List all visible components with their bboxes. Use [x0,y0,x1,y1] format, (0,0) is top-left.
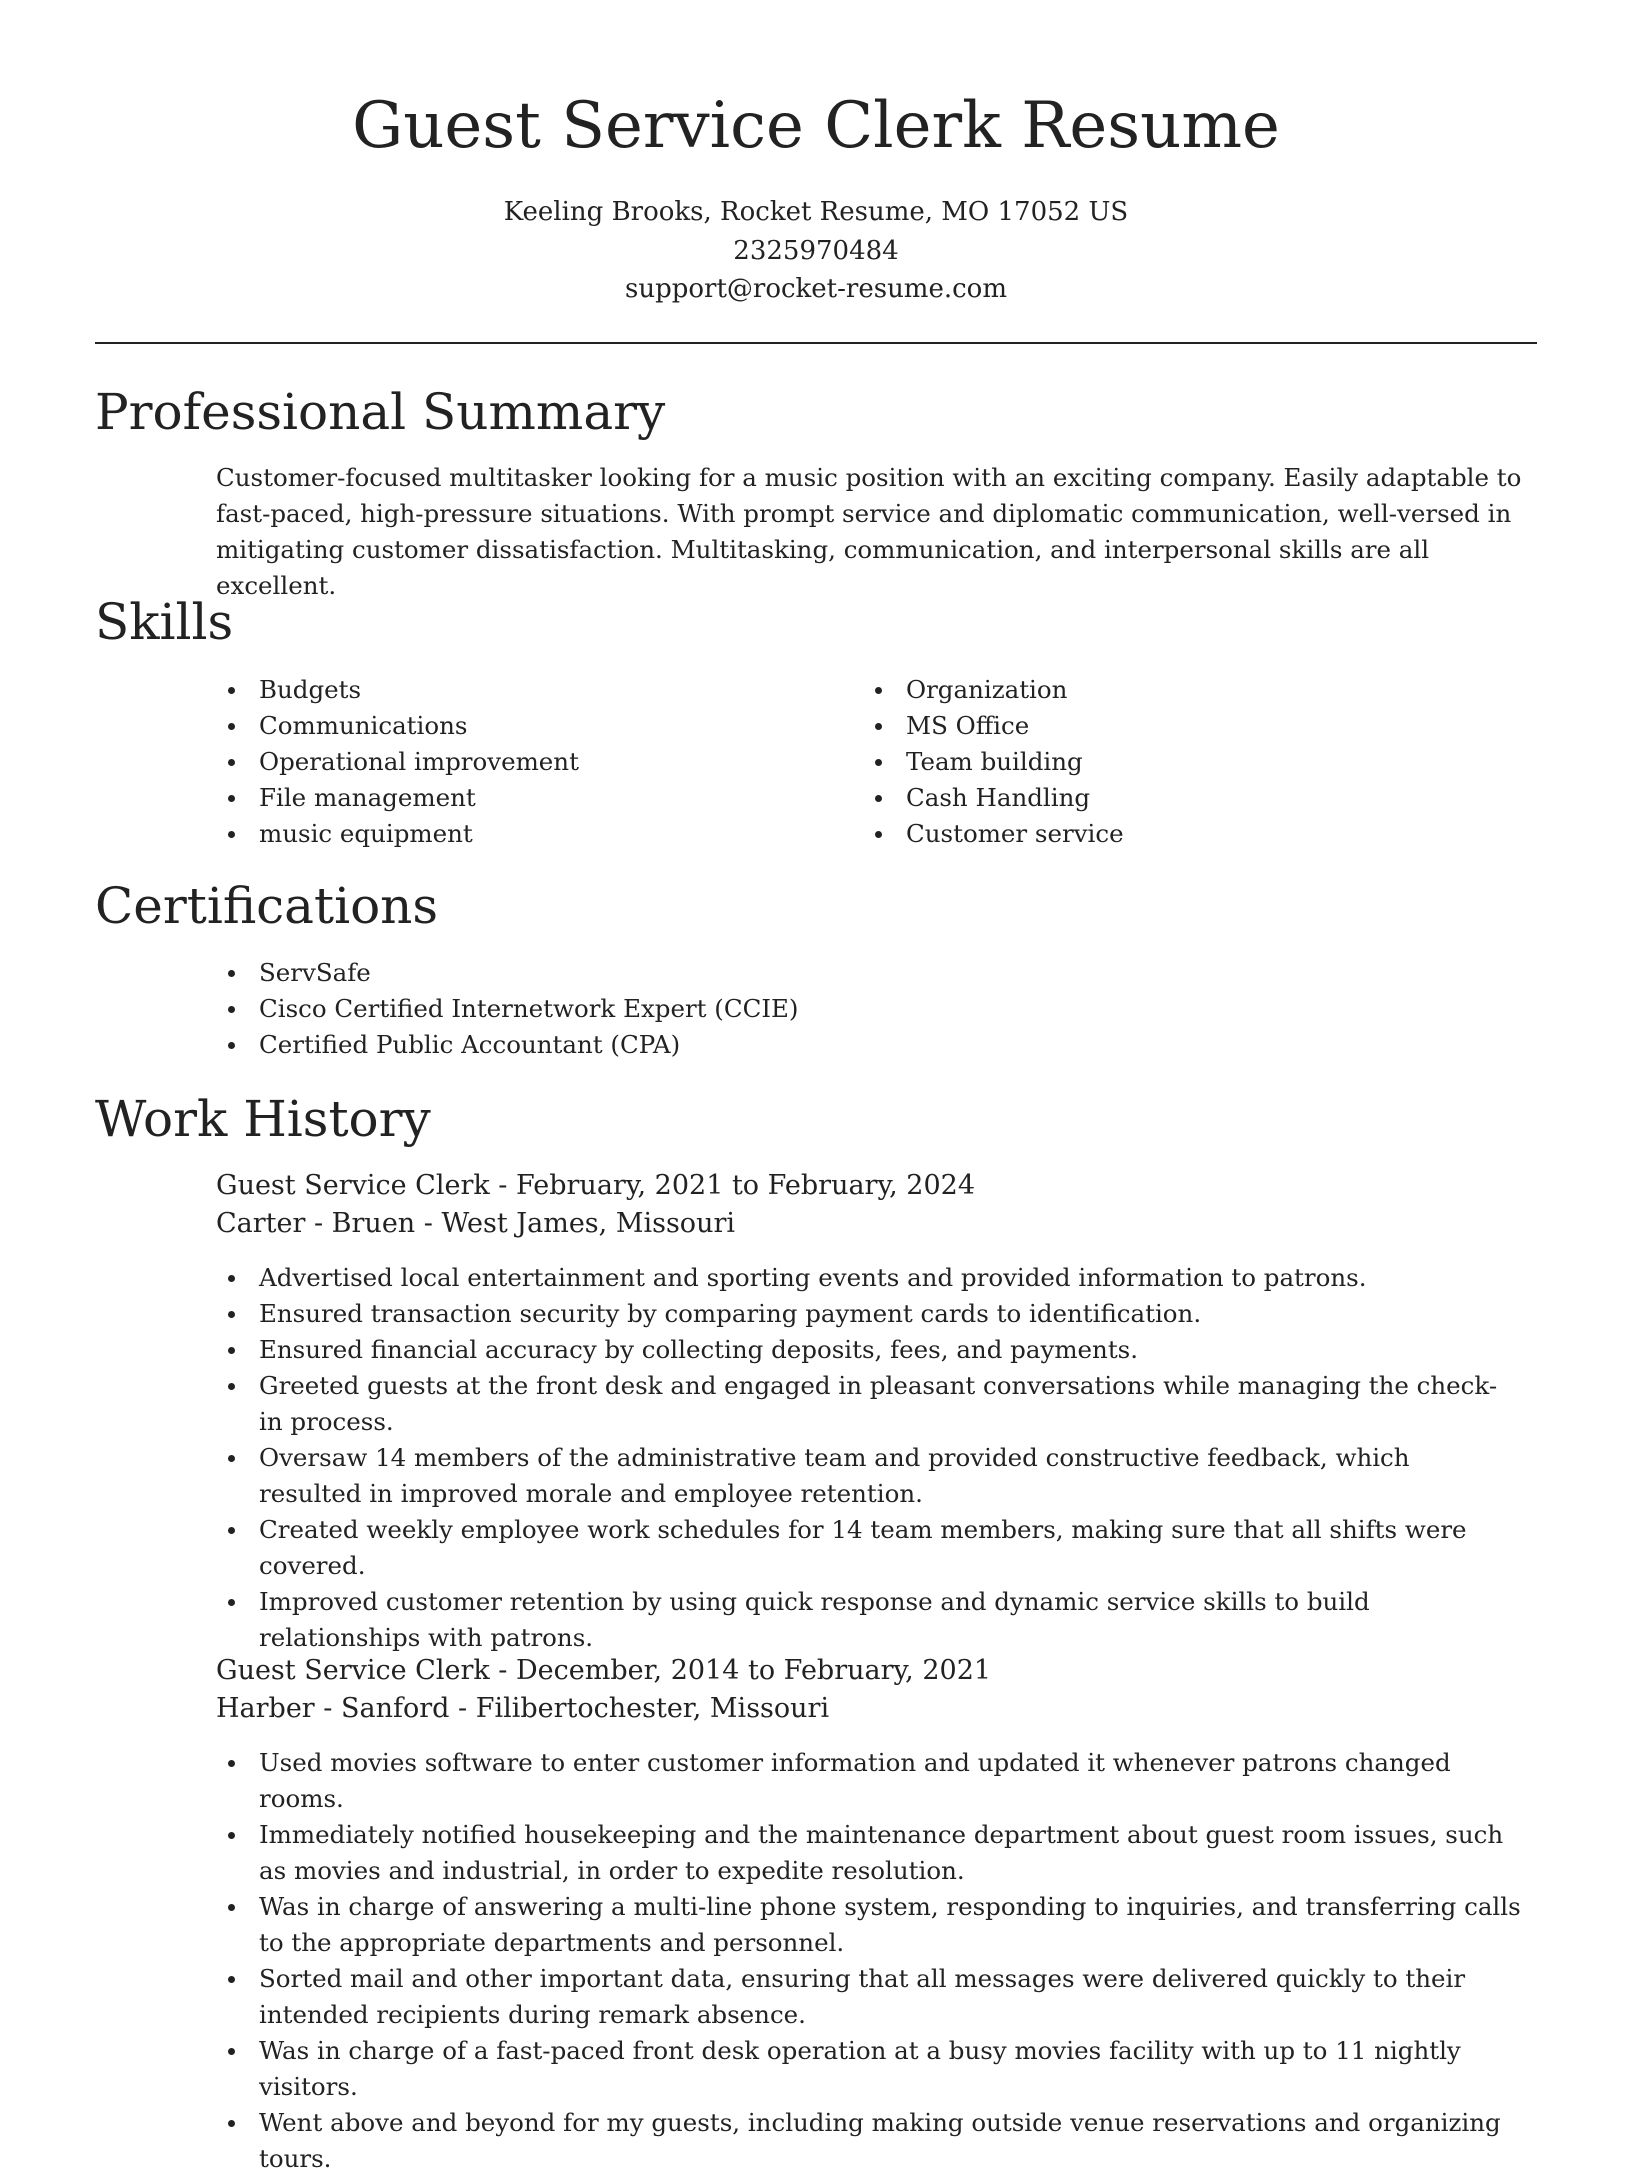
skill-item: Customer service [862,816,1422,852]
certification-item: Cisco Certified Internetwork Expert (CCIE) [215,991,1315,1027]
job-title-line: Guest Service Clerk - December, 2014 to February, 2021 [216,1655,992,1686]
job-duty-item: Was in charge of answering a multi-line phone system, responding to inquiries, and transferring calls to the appropriate departments and personnel. [215,1889,1530,1961]
summary-heading: Professional Summary [95,383,666,441]
contact-email: support@rocket-resume.com [624,274,1007,304]
certifications-heading: Certifications [95,877,439,935]
job-duty-item: Oversaw 14 members of the administrative team and provided constructive feedback, which resulted in improved morale and employee retention. [215,1440,1515,1512]
header-divider [95,342,1537,344]
work-history-heading: Work History [95,1090,431,1148]
skills-list-right [862,672,1422,852]
job-duties-list [215,1745,1530,2177]
certification-item: Certified Public Accountant (CPA) [215,1027,1315,1063]
job-duty-item: Improved customer retention by using quick response and dynamic service skills to build relationships with patrons. [215,1584,1515,1656]
job-title-line: Guest Service Clerk - February, 2021 to February, 2024 [216,1170,976,1201]
job-duty-item: Created weekly employee work schedules for 14 team members, making sure that all shifts were covered. [215,1512,1515,1584]
skill-item: File management [215,780,775,816]
job-duty-item: Advertised local entertainment and sporting events and provided information to patrons. [215,1260,1515,1296]
job-duty-item: Ensured financial accuracy by collecting deposits, fees, and payments. [215,1332,1515,1368]
job-duty-item: Used movies software to enter customer information and updated it whenever patrons changed rooms. [215,1745,1530,1817]
skills-heading: Skills [95,593,234,651]
job-duty-item: Ensured transaction security by comparing payment cards to identification. [215,1296,1515,1332]
certifications-list [215,955,1315,1063]
skill-item: Cash Handling [862,780,1422,816]
skill-item: Organization [862,672,1422,708]
contact-info [0,193,1632,309]
skills-list-left [215,672,775,852]
skill-item: Team building [862,744,1422,780]
job-duty-item: Immediately notified housekeeping and the maintenance department about guest room issues, such as movies and industrial, in order to expedite resolution. [215,1817,1530,1889]
job-duty-item: Went above and beyond for my guests, including making outside venue reservations and organizing tours. [215,2105,1530,2177]
skill-item: music equipment [215,816,775,852]
skill-item: Budgets [215,672,775,708]
certification-item: ServSafe [215,955,1315,991]
contact-address: Keeling Brooks, Rocket Resume, MO 17052 US [503,197,1129,227]
job-company-line: Carter - Bruen - West James, Missouri [216,1208,735,1239]
job-duty-item: Was in charge of a fast-paced front desk operation at a busy movies facility with up to 11 nightly visitors. [215,2033,1530,2105]
skill-item: MS Office [862,708,1422,744]
job-duties-list [215,1260,1515,1656]
job-duty-item: Greeted guests at the front desk and engaged in pleasant conversations while managing the check-in process. [215,1368,1515,1440]
skill-item: Communications [215,708,775,744]
resume-title: Guest Service Clerk Resume [352,89,1280,163]
job-company-line: Harber - Sanford - Filibertochester, Missouri [216,1693,830,1724]
job-duty-item: Sorted mail and other important data, ensuring that all messages were delivered quickly to their intended recipients during remark absence. [215,1961,1530,2033]
contact-phone: 2325970484 [733,235,899,266]
summary-text: Customer-focused multitasker looking for a music position with an exciting company. Easily adaptable to fast-paced, high-pressure situations. With prompt service and diplomatic communication, well-versed in mitigating customer dissatisfaction. Multitasking, communication, and interpersonal skills are all excellent. [216,463,1522,600]
skill-item: Operational improvement [215,744,775,780]
